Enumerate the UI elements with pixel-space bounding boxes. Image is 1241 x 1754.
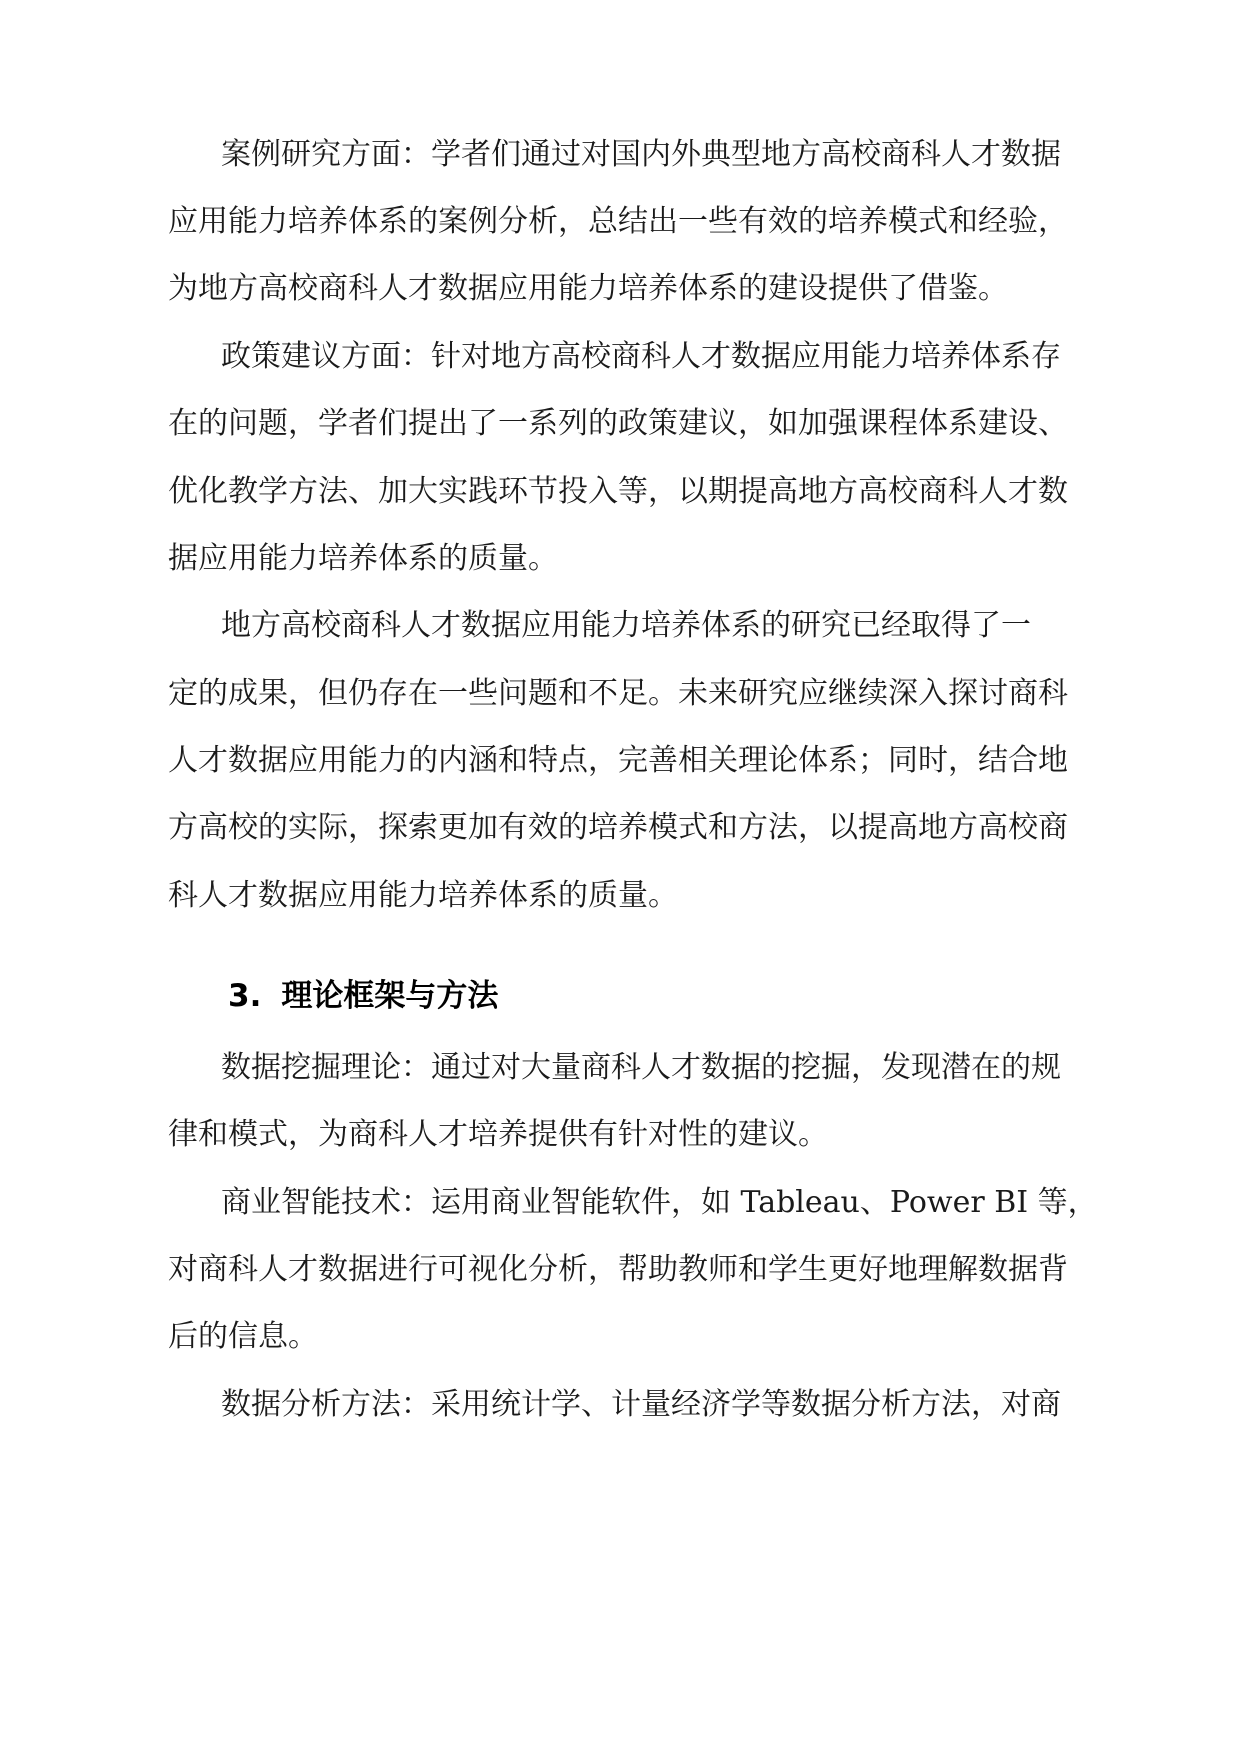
text-line: 对商科人才数据进行可视化分析，帮助教师和学生更好地理解数据背 bbox=[168, 1252, 1068, 1287]
text-line: 定的成果，但仍存在一些问题和不足。未来研究应继续深入探讨商科 bbox=[168, 676, 1068, 711]
text-line: 后的信息。 bbox=[168, 1319, 318, 1354]
text-line: 方高校的实际，探索更加有效的培养模式和方法，以提高地方高校商 bbox=[168, 810, 1068, 845]
text-line: 科人才数据应用能力培养体系的质量。 bbox=[168, 878, 678, 913]
section-number: 3. bbox=[228, 978, 262, 1014]
text-line: 为地方高校商科人才数据应用能力培养体系的建设提供了借鉴。 bbox=[168, 271, 1008, 306]
section-title: 理论框架与方法 bbox=[281, 978, 499, 1014]
text-line: 案例研究方面：学者们通过对国内外典型地方高校商科人才数据 bbox=[221, 137, 1061, 172]
text-line: 据应用能力培养体系的质量。 bbox=[168, 541, 558, 576]
text-line: 地方高校商科人才数据应用能力培养体系的研究已经取得了一 bbox=[221, 608, 1031, 643]
text-line: 人才数据应用能力的内涵和特点，完善相关理论体系；同时，结合地 bbox=[168, 743, 1068, 778]
text-line: 政策建议方面：针对地方高校商科人才数据应用能力培养体系存 bbox=[221, 339, 1061, 374]
text-line: 数据挖掘理论：通过对大量商科人才数据的挖掘，发现潜在的规 bbox=[221, 1050, 1061, 1085]
text-line: 优化教学方法、加大实践环节投入等，以期提高地方高校商科人才数 bbox=[168, 474, 1068, 509]
text-line: 数据分析方法：采用统计学、计量经济学等数据分析方法，对商 bbox=[221, 1387, 1061, 1422]
text-line: 在的问题，学者们提出了一系列的政策建议，如加强课程体系建设、 bbox=[168, 406, 1068, 441]
text-line: 商业智能技术：运用商业智能软件，如 Tableau、Power BI 等， bbox=[221, 1185, 1098, 1220]
text-line: 应用能力培养体系的案例分析，总结出一些有效的培养模式和经验， bbox=[168, 204, 1068, 239]
text-line: 律和模式，为商科人才培养提供有针对性的建议。 bbox=[168, 1117, 828, 1152]
section-heading bbox=[228, 977, 498, 1015]
